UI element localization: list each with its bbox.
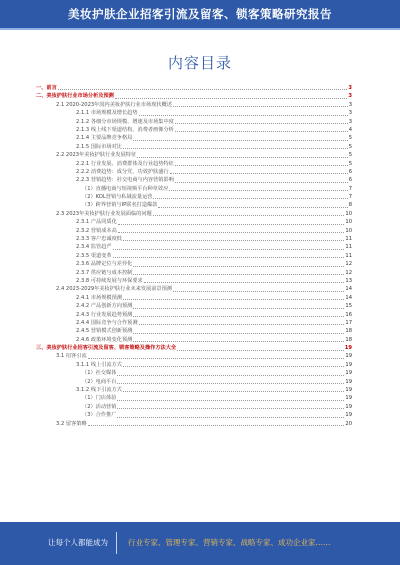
toc-entry[interactable] [36,336,352,344]
toc-leader-dots [153,215,345,216]
toc-entry[interactable] [36,168,352,176]
toc-entry-title: 2.4.5 营销模式创新预测 [76,328,133,335]
toc-entry-page: 10 [345,227,352,234]
toc-entry-page: 3 [348,84,352,91]
toc-entry-title: 2.3.7 供应链与成本控制 [76,269,133,276]
toc-entry-page: 3 [348,101,352,108]
toc-entry[interactable] [36,294,352,302]
toc-entry[interactable] [36,235,352,243]
toc-entry-page: 19 [345,412,352,419]
toc-leader-dots [139,324,345,325]
toc-leader-dots [123,240,344,241]
toc-entry[interactable] [36,394,352,402]
toc-leader-dots [177,350,344,351]
toc-entry[interactable] [36,218,352,226]
toc-entry-title: 三、美妆护肤行业招客引流及留客、锁客策略及操作方法大全 [36,345,177,352]
toc-entry-title: 2.1.4 主要品牌竞争格局 [76,135,133,142]
toc-entry-page: 19 [345,403,352,410]
toc-entry-title: 3.2 留客策略 [56,420,87,427]
toc-entry[interactable] [36,302,352,310]
toc-entry[interactable] [36,369,352,377]
toc-entry[interactable] [36,260,352,268]
toc-leader-dots [123,366,344,367]
toc-entry-title: 2.3.4 监管趋严 [76,244,112,251]
toc-entry[interactable] [36,92,352,100]
toc-entry-page: 5 [348,160,352,167]
toc-leader-dots [173,291,344,292]
toc-entry-title: 2.3.3 客户忠诚度低 [76,236,122,243]
toc-entry-page: 10 [345,219,352,226]
toc-entry-page: 19 [345,361,352,368]
toc-leader-dots [117,383,344,384]
toc-entry[interactable] [36,243,352,251]
toc-entry[interactable] [36,176,352,184]
report-title: 美妆护肤企业招客引流及留客、锁客策略研究报告 [68,7,332,21]
toc-entry[interactable] [36,269,352,277]
toc-leader-dots [139,115,348,116]
toc-leader-dots [175,131,348,132]
toc-entry-title: （1）社交媒体 [82,370,117,377]
toc-entry-page: 19 [345,395,352,402]
toc-leader-dots [123,391,344,392]
toc-entry-title: 2.4.4 国际竞争与合作预测 [76,319,138,326]
toc-entry-title: 2.2.1 行业发展、消费群体及行业趋势特征 [76,160,174,167]
toc-entry-page: 18 [345,336,352,343]
toc-entry-page: 3 [348,110,352,117]
toc-leader-dots [173,106,348,107]
header-banner [0,0,400,28]
toc-entry[interactable] [36,134,352,142]
toc-entry-title: （3）合作推广 [82,412,117,419]
footer-divider [116,532,117,554]
toc-entry-title: 2.3.5 渠道变革 [76,252,112,259]
toc-entry-page: 13 [345,277,352,284]
toc-entry-title: 2.3.1 产品同质化 [76,219,117,226]
toc-leader-dots [88,358,345,359]
toc-entry[interactable] [36,319,352,327]
toc-entry[interactable] [36,344,352,352]
toc-leader-dots [144,282,345,283]
toc-entry-title: 2.4 2023-2029年美妆护肤行业未来发展前景预测 [56,286,172,293]
toc-entry[interactable] [36,327,352,335]
toc-entry-title: 2.3.8 可持续发展与环保要求 [76,277,143,284]
toc-entry-title: （2）活动营销 [82,403,117,410]
toc-leader-dots [133,274,344,275]
toc-entry[interactable] [36,109,352,117]
toc-entry-title: （1）门店体验 [82,395,117,402]
toc-entry-title: 3.1.2 线下引流方式 [76,387,122,394]
header-accent-line [0,28,400,30]
toc-entry-title: 2.1.1 市场规模及增长趋势 [76,110,138,117]
toc-entry-page: 7 [348,185,352,192]
toc-entry-page: 19 [345,353,352,360]
toc-leader-dots [123,148,348,149]
toc-entry[interactable] [36,118,352,126]
toc-entry-page: 11 [345,252,352,259]
toc-entry-page: 17 [345,319,352,326]
toc-entry-title: 2.1.2 各细分市场规模、增速及市场集中度 [76,118,174,125]
toc-entry-title: 2.4.3 行业发展趋势预测 [76,311,133,318]
toc-entry[interactable] [36,403,352,411]
toc-entry-page: 12 [345,269,352,276]
toc-entry-title: （2）KOL营销与私域流量运营 [82,194,153,201]
toc-entry-page: 20 [345,420,352,427]
toc-entry-title: 2.1.3 线上线下渠道结构、消费者画像分析 [76,126,174,133]
toc-entry[interactable] [36,252,352,260]
toc-entry[interactable] [36,285,352,293]
toc-entry-page: 19 [345,370,352,377]
toc-entry-page: 5 [348,152,352,159]
toc-entry[interactable] [36,160,352,168]
toc-leader-dots [117,375,344,376]
toc-entry[interactable] [36,185,352,193]
toc-entry-title: 2.2.2 消费趋势：成分党、功效护肤盛行 [76,168,169,175]
toc-entry-title: 2.3 2023年美妆护肤行业发展面临的问题 [56,210,152,217]
toc-entry[interactable] [36,101,352,109]
toc-entry[interactable] [36,126,352,134]
toc-entry-page: 5 [348,135,352,142]
toc-entry-page: 19 [345,387,352,394]
toc-entry-page: 14 [345,286,352,293]
toc-entry[interactable] [36,201,352,209]
toc-entry-title: 2.3.2 营销成本高 [76,227,117,234]
toc-entry-page: 11 [345,244,352,251]
toc-entry-title: （2）电商平台 [82,378,117,385]
toc-leader-dots [117,400,344,401]
toc-leader-dots [133,308,344,309]
toc-entry-title: 2.2 2023年美妆护肤行业发展特征 [56,152,137,159]
toc-leader-dots [113,249,345,250]
toc-entry-page: 3 [348,118,352,125]
toc-leader-dots [88,425,345,426]
toc-entry[interactable] [36,143,352,151]
toc-entry-title: （3）跨界营销与IP联名打造爆款 [82,202,158,209]
toc-entry[interactable] [36,361,352,369]
toc-entry-title: 一、前言 [36,84,57,91]
toc-leader-dots [123,299,344,300]
toc-entry-title: 2.1.5 国际市场对比 [76,143,122,150]
toc-entry-page: 6 [348,177,352,184]
table-of-contents [36,84,352,428]
toc-leader-dots [133,140,347,141]
toc-entry-page: 12 [345,261,352,268]
toc-entry-title: 2.4.6 政策环境变化预测 [76,336,133,343]
toc-entry[interactable] [36,277,352,285]
toc-leader-dots [175,165,348,166]
toc-leader-dots [133,266,344,267]
toc-entry[interactable] [36,353,352,361]
toc-entry-page: 3 [348,93,352,100]
toc-entry-title: 2.1 2020-2023年国内美妆护肤行业市场现状概述 [56,101,172,108]
toc-entry[interactable] [36,84,352,92]
toc-leader-dots [118,232,345,233]
toc-entry-page: 7 [348,194,352,201]
toc-entry-page: 16 [345,311,352,318]
toc-entry-title: 2.4.2 产品创新方向预测 [76,303,133,310]
toc-leader-dots [117,408,344,409]
toc-entry[interactable] [36,227,352,235]
toc-leader-dots [58,89,348,90]
footer-slogan-right: 行业专家、管理专家、营销专家、战略专家、成功企业家…… [128,538,331,547]
toc-entry-page: 8 [348,202,352,209]
toc-entry[interactable] [36,311,352,319]
toc-leader-dots [133,341,344,342]
toc-leader-dots [170,173,348,174]
toc-entry[interactable] [36,378,352,386]
toc-entry[interactable] [36,151,352,159]
toc-entry[interactable] [36,210,352,218]
toc-entry-page: 5 [348,143,352,150]
toc-leader-dots [115,98,348,99]
toc-entry-title: 2.4.1 市场规模预测 [76,294,122,301]
toc-entry-title: 2.3.6 品牌定位与差异化 [76,261,133,268]
toc-leader-dots [153,198,347,199]
toc-entry-page: 15 [345,303,352,310]
toc-entry-title: 3.1 招客引流 [56,353,87,360]
toc-leader-dots [158,207,347,208]
toc-heading: 内容目录 [167,54,232,72]
toc-leader-dots [137,157,348,158]
toc-entry-page: 6 [348,168,352,175]
toc-entry-title: （1）直播电商与短视频平台种草效应 [82,185,169,192]
toc-entry-page: 14 [345,294,352,301]
toc-entry[interactable] [36,411,352,419]
toc-entry-title: 二、美妆护肤行业市场分析及预测 [36,93,114,100]
footer-banner [0,522,400,565]
toc-leader-dots [113,257,345,258]
toc-entry-page: 18 [345,328,352,335]
toc-entry[interactable] [36,386,352,394]
toc-leader-dots [175,182,348,183]
toc-entry-page: 19 [345,378,352,385]
footer-slogan-left: 让每个人都能成为 [48,538,108,547]
toc-entry[interactable] [36,420,352,428]
toc-leader-dots [175,123,348,124]
toc-leader-dots [169,190,347,191]
toc-leader-dots [117,417,344,418]
toc-entry-page: 10 [345,210,352,217]
toc-leader-dots [118,224,345,225]
toc-leader-dots [133,316,344,317]
toc-entry[interactable] [36,193,352,201]
toc-entry-page: 4 [348,126,352,133]
toc-entry-page: 11 [345,236,352,243]
toc-entry-page: 19 [344,345,352,352]
toc-entry-title: 2.2.3 营销趋势：社交电商与内容营销影响 [76,177,174,184]
toc-leader-dots [133,333,344,334]
toc-entry-title: 3.1.1 线上引流方式 [76,361,122,368]
